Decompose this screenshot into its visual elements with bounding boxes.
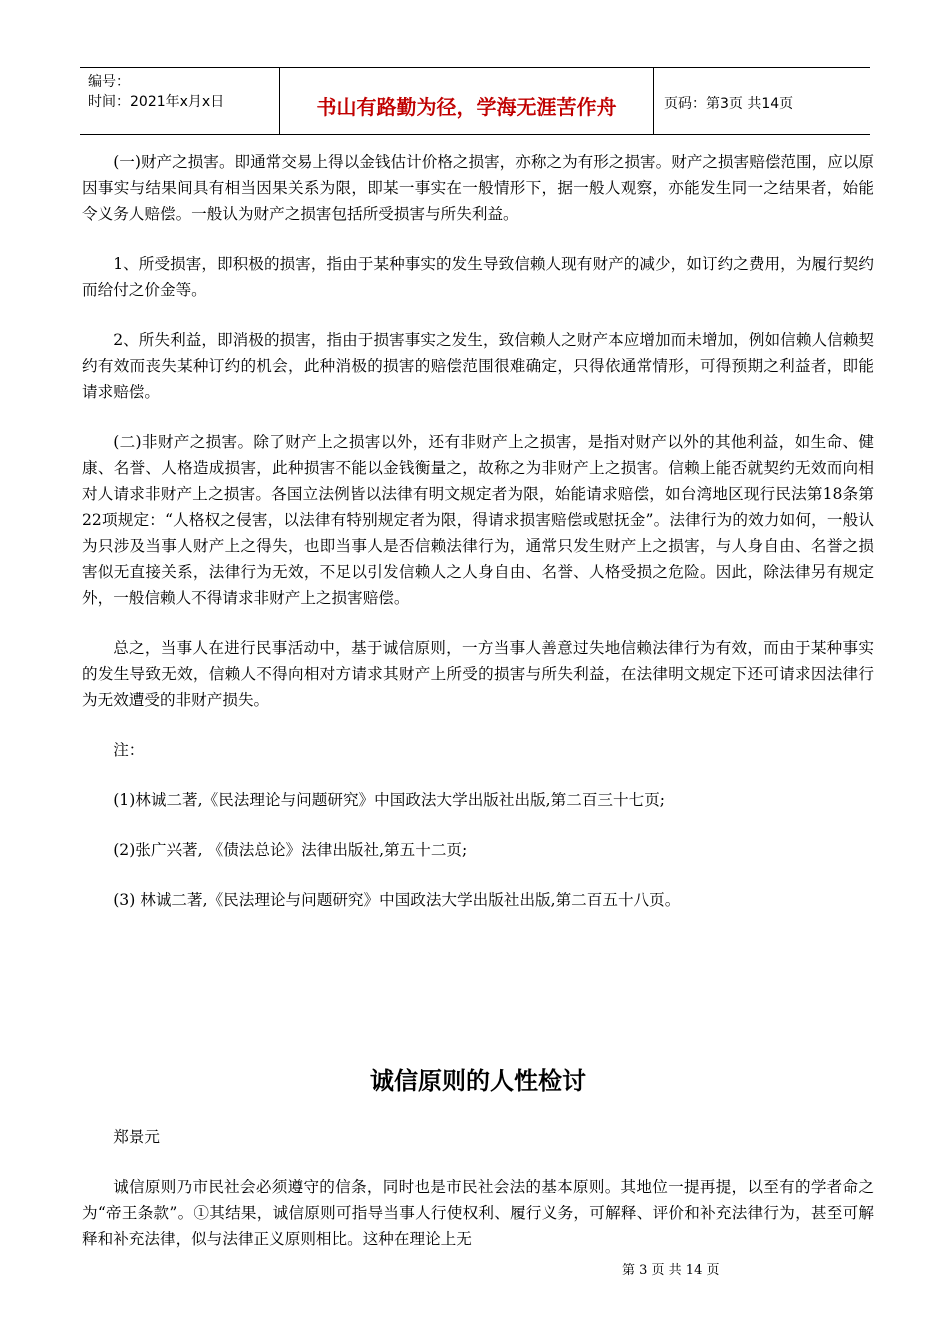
section-title: 诚信原则的人性检讨 — [370, 1067, 586, 1095]
section-intro-paragraph: 诚信原则乃市民社会必须遵守的信条，同时也是市民社会法的基本原则。其地位一提再提，以至有的学者命之为“帝王条款”。①其结果，诚信原则可指导当事人行使权利、履行义务，可解释、评价和补充法律行为，甚至可解释和补充法律，似与法律正义原则相比。这种在理论上无 — [82, 1178, 874, 1248]
document-body — [82, 149, 874, 937]
note-item-3: (3) 林诚二著,《民法理论与问题研究》中国政法大学出版社出版,第二百五十八页。 — [113, 891, 681, 909]
note-item-1: (1)林诚二著,《民法理论与问题研究》中国政法大学出版社出版,第二百三十七页; — [113, 791, 666, 809]
page-footer: 第 3 页 共 14 页 — [622, 1263, 720, 1278]
section-body — [82, 1124, 874, 1276]
header-motto: 书山有路勤为径，学海无涯苦作舟 — [280, 68, 654, 134]
document-time-label: 时间：2021年x月x日 — [88, 94, 225, 110]
paragraph-lost-profit: 2、所失利益，即消极的损害，指由于损害事实之发生，致信赖人之财产本应增加而未增加，例如信赖人信赖契约有效而丧失某种订约的机会，此种消极的损害的赔偿范围很难确定，只得依通常情形，可得预期之利益者，即能请求赔偿。 — [82, 331, 874, 401]
page-header — [80, 67, 870, 135]
paragraph-property-damage: (一)财产之损害。即通常交易上得以金钱估计价格之损害，亦称之为有形之损害。财产之损害赔偿范围，应以原因事实与结果间具有相当因果关系为限，即某一事实在一般情形下，据一般人观察，亦能发生同一之结果者，始能令义务人赔偿。一般认为财产之损害包括所受损害与所失利益。 — [82, 153, 874, 223]
document-number-label: 编号： — [88, 74, 130, 90]
header-page-info: 页码：第3页 共14页 — [664, 96, 794, 112]
note-item-2: (2)张广兴著, 《债法总论》法律出版社,第五十二页; — [113, 841, 468, 859]
paragraph-non-property-damage: (二)非财产之损害。除了财产上之损害以外，还有非财产上之损害，是指对财产以外的其他利益，如生命、健康、名誉、人格造成损害，此种损害不能以金钱衡量之，故称之为非财产上之损害。信赖上能否就契约无效而向相对人请求非财产上之损害。各国立法例皆以法律有明文规定者为限，始能请求赔偿，如台湾地区现行民法第18条第22项规定：“人格权之侵害，以法律有特别规定者为限，得请求损害赔偿或慰抚金”。法律行为的效力如何，一般认为只涉及当事人财产上之得失，也即当事人是否信赖法律行为，通常只发生财产上之损害，与人身自由、名誉之损害似无直接关系，法律行为无效，不足以引发信赖人之人身自由、名誉、人格受损之危险。因此，除法律另有规定外，一般信赖人不得请求非财产上之损害赔偿。 — [82, 433, 874, 607]
section-author: 郑景元 — [113, 1128, 160, 1146]
header-meta-cell — [80, 68, 280, 134]
paragraph-actual-loss: 1、所受损害，即积极的损害，指由于某种事实的发生导致信赖人现有财产的减少，如订约之费用，为履行契约而给付之价金等。 — [82, 255, 874, 299]
notes-label: 注： — [113, 741, 145, 759]
paragraph-summary: 总之，当事人在进行民事活动中，基于诚信原则，一方当事人善意过失地信赖法律行为有效，而由于某种事实的发生导致无效，信赖人不得向相对方请求其财产上所受的损害与所失利益，在法律明文规定下还可请求因法律行为无效遭受的非财产损失。 — [82, 639, 874, 709]
